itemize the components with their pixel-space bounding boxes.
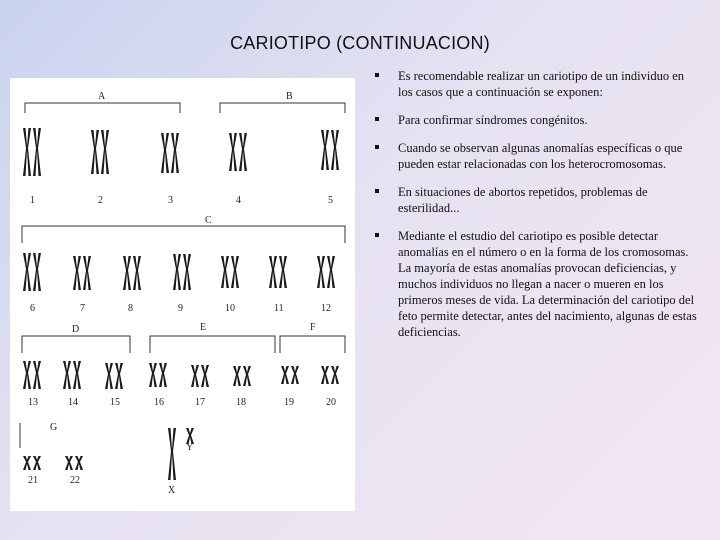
chromosome-number-14: 14 xyxy=(68,397,78,408)
bracket-group-c xyxy=(22,226,345,243)
chromosome-6-2 xyxy=(33,253,41,291)
bullet-text: En situaciones de abortos repetidos, problemas de esterilidad... xyxy=(398,185,648,215)
bullet-text: Cuando se observan algunas anomalías específicas o que pueden estar relacionadas con los heterocromosomas. xyxy=(398,141,683,171)
chromosome-10-1 xyxy=(221,256,229,288)
group-label-f: F xyxy=(310,322,316,333)
chromosome-13-1 xyxy=(23,361,31,389)
bullet-marker-icon xyxy=(375,233,379,237)
chromosome-number-13: 13 xyxy=(28,397,38,408)
chromosome-11-1 xyxy=(269,256,277,288)
chromosome-number-1: 1 xyxy=(30,195,35,206)
chromosome-number-10: 10 xyxy=(225,303,235,314)
chromosome-number-8: 8 xyxy=(128,303,133,314)
chromosome-number-6: 6 xyxy=(30,303,35,314)
karyotype-figure xyxy=(10,78,355,511)
chromosome-22-2 xyxy=(75,456,83,470)
chromosome-9-2 xyxy=(183,254,191,290)
group-label-c: C xyxy=(205,215,212,226)
group-label-a: A xyxy=(98,91,106,102)
chromosome-number-20: 20 xyxy=(326,397,336,408)
bullet-list xyxy=(374,68,699,352)
chromosome-2-1 xyxy=(91,130,99,174)
chromosome-1-1 xyxy=(23,128,31,176)
slide-title: CARIOTIPO (CONTINUACION) xyxy=(230,33,490,53)
chromosome-17-2 xyxy=(201,365,209,387)
bullet-text: Es recomendable realizar un cariotipo de un individuo en los casos que a continuación se exponen: xyxy=(398,69,685,99)
chromosome-4-1 xyxy=(229,133,237,171)
chromosome-14-2 xyxy=(73,361,81,389)
chromosome-number-4: 4 xyxy=(236,195,241,206)
chromosome-number-5: 5 xyxy=(328,195,333,206)
bullet-item xyxy=(374,228,699,340)
bullet-marker-icon xyxy=(375,117,379,121)
chromosome-13-2 xyxy=(33,361,41,389)
bullet-marker-icon xyxy=(375,145,379,149)
chromosome-number-12: 12 xyxy=(321,303,331,314)
bullet-item xyxy=(374,184,699,216)
chromosome-3-1 xyxy=(161,133,169,173)
chromosome-4-2 xyxy=(239,133,247,171)
chromosome-14-1 xyxy=(63,361,71,389)
group-label-b: B xyxy=(286,91,293,102)
chromosome-15-1 xyxy=(105,363,113,389)
bullet-item xyxy=(374,68,699,100)
chromosome-number-21: 21 xyxy=(28,475,38,486)
chromosome-16-1 xyxy=(149,363,157,387)
group-label-e: E xyxy=(200,322,207,333)
chromosome-21-1 xyxy=(23,456,31,470)
chromosome-20-1 xyxy=(321,366,329,384)
chromosome-5-1 xyxy=(321,130,329,170)
chromosome-number-15: 15 xyxy=(110,397,120,408)
chromosome-5-2 xyxy=(331,130,339,170)
bracket-group-f xyxy=(280,336,345,353)
chromosome-22-1 xyxy=(65,456,73,470)
chromosome-19-2 xyxy=(291,366,299,384)
chromosome-21-2 xyxy=(33,456,41,470)
chromosome-15-2 xyxy=(115,363,123,389)
chromosome-16-2 xyxy=(159,363,167,387)
chromosome-18-2 xyxy=(243,366,251,386)
bracket-group-b xyxy=(220,103,345,113)
chromosome-1-2 xyxy=(33,128,41,176)
chromosome-18-1 xyxy=(233,366,241,386)
chromosome-12-1 xyxy=(317,256,325,288)
chromosome-2-2 xyxy=(101,130,109,174)
bullet-text: Para confirmar síndromes congénitos. xyxy=(398,113,588,127)
chromosome-7-1 xyxy=(73,256,81,290)
chromosome-number-11: 11 xyxy=(274,303,284,314)
bullet-marker-icon xyxy=(375,189,379,193)
bracket-group-d xyxy=(22,336,130,353)
chromosome-17-1 xyxy=(191,365,199,387)
chromosome-10-2 xyxy=(231,256,239,288)
chromosome-number-7: 7 xyxy=(80,303,85,314)
chromosome-12-2 xyxy=(327,256,335,288)
bullet-marker-icon xyxy=(375,73,379,77)
chromosome-19-1 xyxy=(281,366,289,384)
chromosome-number-2: 2 xyxy=(98,195,103,206)
chromosome-7-2 xyxy=(83,256,91,290)
chromosome-number-16: 16 xyxy=(154,397,164,408)
group-label-g: G xyxy=(50,422,58,433)
bracket-group-e xyxy=(150,336,275,353)
bullet-text: Mediante el estudio del cariotipo es posible detectar anomalías en el número o en la forma de los cromosomas. La mayoría de estas anomalías provocan deficiencias, y muchos individuos no llegan a nacer o mueren en los primeros meses de vida. La determinación del cariotipo del feto permite detectar, antes del nacimiento, algunas de estas deficiencias. xyxy=(398,229,697,339)
chromosome-number-18: 18 xyxy=(236,397,246,408)
chromosome-6-1 xyxy=(23,253,31,291)
chromosome-label-x: X xyxy=(168,485,176,496)
chromosome-number-3: 3 xyxy=(168,195,173,206)
chromosome-number-22: 22 xyxy=(70,475,80,486)
chromosome-9-1 xyxy=(173,254,181,290)
bullet-item xyxy=(374,112,699,128)
bracket-group-a xyxy=(25,103,180,113)
chromosome-3-2 xyxy=(171,133,179,173)
chromosome-11-2 xyxy=(279,256,287,288)
chromosome-number-9: 9 xyxy=(178,303,183,314)
chromosome-8-1 xyxy=(123,256,131,290)
group-label-d: D xyxy=(72,324,80,335)
bullet-item xyxy=(374,140,699,172)
chromosome-number-17: 17 xyxy=(195,397,205,408)
chromosome-20-2 xyxy=(331,366,339,384)
karyotype-image xyxy=(10,78,355,511)
chromosome-8-2 xyxy=(133,256,141,290)
chromosome-x xyxy=(168,428,176,480)
chromosome-label-y: Y xyxy=(186,442,194,453)
chromosome-number-19: 19 xyxy=(284,397,294,408)
